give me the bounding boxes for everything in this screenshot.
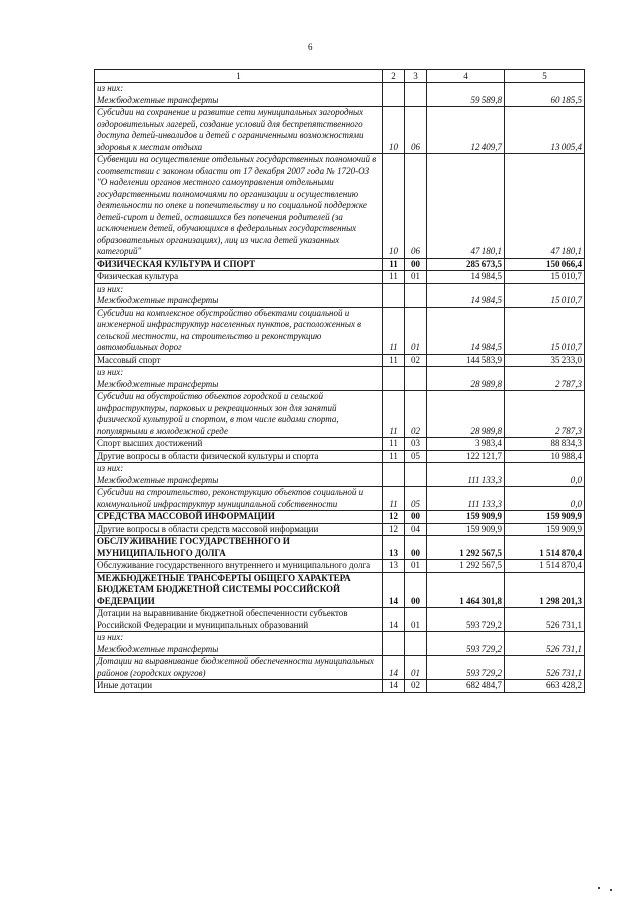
amount-year-1-text: 3 983,4 <box>475 438 502 448</box>
amount-year-1-text: 111 133,3 <box>467 474 502 485</box>
amount-year-2-text: 1 298 201,3 <box>539 595 582 606</box>
subsection-code-text: 05 <box>411 450 420 461</box>
table-row <box>95 307 585 354</box>
row-label <box>95 656 383 680</box>
row-label <box>95 523 383 536</box>
amount-year-2-text: 88 834,3 <box>550 438 582 448</box>
amount-year-1-text: 159 909,9 <box>466 523 502 534</box>
amount-year-1-text: 59 589,8 <box>470 94 502 105</box>
amount-year-2-text: 60 185,5 <box>550 94 582 105</box>
row-label <box>95 608 383 632</box>
table-row <box>95 536 585 560</box>
row-label-text: из них: Межбюджетные трансферты <box>97 83 219 105</box>
row-label-text: Физическая культура <box>97 271 179 281</box>
column-header: 5 <box>505 70 585 83</box>
section-code-text: 11 <box>389 271 398 281</box>
subsection-code <box>405 83 427 107</box>
amount-year-1 <box>427 523 505 536</box>
row-label-text: Дотации на выравнивание бюджетной обеспеченности муниципальных районов (городских округов) <box>97 656 374 678</box>
subsection-code <box>405 354 427 367</box>
table-row <box>95 83 585 107</box>
amount-year-1-text: 122 121,7 <box>466 450 502 461</box>
subsection-code <box>405 438 427 451</box>
amount-year-2-text: 13 005,4 <box>550 141 582 152</box>
subsection-code-text: 01 <box>411 667 420 678</box>
amount-year-2 <box>505 154 585 259</box>
amount-year-2 <box>505 680 585 693</box>
amount-year-1 <box>427 632 505 656</box>
amount-year-1-text: 14 984,5 <box>470 342 502 352</box>
row-label-text: Другие вопросы в области физической культуры и спорта <box>97 450 319 461</box>
row-label <box>95 107 383 154</box>
row-label <box>95 83 383 107</box>
amount-year-1-text: 14 984,5 <box>470 271 502 281</box>
section-code <box>383 354 405 367</box>
subsection-code <box>405 271 427 284</box>
amount-year-2-text: 150 066,4 <box>546 258 582 269</box>
row-label-text: Другие вопросы в области средств массовой информации <box>97 523 319 534</box>
row-label <box>95 391 383 438</box>
subsection-code-text: 01 <box>411 342 420 352</box>
subsection-code <box>405 367 427 391</box>
section-code <box>383 367 405 391</box>
table-row <box>95 367 585 391</box>
subsection-code-text: 00 <box>411 547 420 558</box>
subsection-code <box>405 258 427 271</box>
amount-year-1-text: 47 180,1 <box>470 246 502 256</box>
section-code <box>383 680 405 693</box>
amount-year-2-text: 159 909,9 <box>546 523 582 534</box>
subsection-code <box>405 307 427 354</box>
amount-year-1-text: 1 464 301,8 <box>459 595 502 606</box>
section-code-text: 14 <box>389 619 398 630</box>
amount-year-1-text: 593 729,2 <box>466 619 502 630</box>
section-code <box>383 463 405 487</box>
subsection-code <box>405 511 427 524</box>
amount-year-2-text: 10 988,4 <box>550 450 582 461</box>
amount-year-2-text: 1 514 870,4 <box>539 560 582 570</box>
row-label <box>95 438 383 451</box>
subsection-code <box>405 608 427 632</box>
table-row <box>95 632 585 656</box>
amount-year-2 <box>505 391 585 438</box>
subsection-code <box>405 487 427 511</box>
column-header: 3 <box>405 70 427 83</box>
row-label <box>95 154 383 259</box>
section-code <box>383 450 405 463</box>
table-header-row <box>95 70 585 83</box>
section-code <box>383 523 405 536</box>
subsection-code-text: 03 <box>411 438 420 448</box>
row-label-text: из них: Межбюджетные трансферты <box>97 463 219 485</box>
amount-year-1 <box>427 438 505 451</box>
amount-year-2 <box>505 511 585 524</box>
amount-year-1-text: 14 984,5 <box>470 295 502 305</box>
section-code-text: 13 <box>389 560 398 570</box>
table-row <box>95 656 585 680</box>
amount-year-2-text: 526 731,1 <box>546 643 582 654</box>
amount-year-2-text: 15 010,7 <box>550 295 582 305</box>
row-label <box>95 463 383 487</box>
subsection-code <box>405 391 427 438</box>
section-code <box>383 307 405 354</box>
row-label-text: Субсидии на комплексное обустройство объектами социальной и инженерной инфраструктур населенных пунктов, расположенных в сельской местности, на строительство и реконструкцию автомобильных дорог <box>97 307 362 352</box>
row-label-text: Дотации на выравнивание бюджетной обеспеченности субъектов Российской Федерации и муниципальных образований <box>97 608 348 630</box>
amount-year-1 <box>427 258 505 271</box>
subsection-code-text: 02 <box>411 354 420 365</box>
section-code <box>383 258 405 271</box>
section-code <box>383 154 405 259</box>
row-label-text: Субсидии на сохранение и развитие сети муниципальных загородных оздоровительных лагерей, создание условий для беспрепятственного доступа детей-инвалидов и детей с ограниченными возможностями здоровья к местам отдыха <box>97 107 364 152</box>
row-label-text: из них: Межбюджетные трансферты <box>97 632 219 654</box>
subsection-code <box>405 656 427 680</box>
page-number: 6 <box>308 42 313 52</box>
amount-year-2-text: 0,0 <box>570 498 582 509</box>
section-code-text: 11 <box>389 425 398 436</box>
row-label <box>95 680 383 693</box>
amount-year-1 <box>427 656 505 680</box>
row-label <box>95 283 383 307</box>
amount-year-2 <box>505 608 585 632</box>
table-row <box>95 572 585 608</box>
table-row <box>95 511 585 524</box>
amount-year-2-text: 526 731,1 <box>546 667 582 678</box>
amount-year-1-text: 28 989,8 <box>470 425 502 436</box>
subsection-code-text: 05 <box>411 498 420 509</box>
subsection-code-text: 04 <box>411 523 420 534</box>
amount-year-1-text: 111 133,3 <box>467 498 502 509</box>
amount-year-1 <box>427 391 505 438</box>
row-label-text: Массовый спорт <box>97 354 161 365</box>
row-label-text: МЕЖБЮДЖЕТНЫЕ ТРАНСФЕРТЫ ОБЩЕГО ХАРАКТЕРА БЮДЖЕТАМ БЮДЖЕТНОЙ СИСТЕМЫ РОССИЙСКОЙ ФЕДЕРАЦИИ <box>97 572 351 606</box>
table-row <box>95 560 585 573</box>
amount-year-1 <box>427 511 505 524</box>
amount-year-1-text: 159 909,9 <box>466 511 502 521</box>
amount-year-1 <box>427 354 505 367</box>
subsection-code <box>405 572 427 608</box>
section-code-text: 11 <box>389 342 398 352</box>
section-code-text: 10 <box>389 246 398 256</box>
section-code-text: 11 <box>389 258 398 269</box>
subsection-code-text: 02 <box>411 680 420 690</box>
section-code-text: 13 <box>389 547 398 558</box>
table-row <box>95 680 585 693</box>
subsection-code-text: 00 <box>411 511 420 521</box>
amount-year-2 <box>505 450 585 463</box>
section-code-text: 11 <box>389 438 398 448</box>
amount-year-2 <box>505 283 585 307</box>
table-row <box>95 107 585 154</box>
budget-table <box>94 69 585 693</box>
table-row <box>95 154 585 259</box>
amount-year-1 <box>427 450 505 463</box>
amount-year-2-text: 35 233,0 <box>550 354 582 365</box>
amount-year-2-text: 15 010,7 <box>550 342 582 352</box>
row-label-text: Спорт высших достижений <box>97 438 203 448</box>
table-row <box>95 391 585 438</box>
amount-year-1 <box>427 83 505 107</box>
section-code-text: 14 <box>389 667 398 678</box>
subsection-code-text: 00 <box>411 258 420 269</box>
amount-year-2 <box>505 83 585 107</box>
row-label-text: Субсидии на обустройство объектов городской и сельской инфраструктуры, парковых и рекреационных зон для занятий физической культурой и спортом, в том числе видами спорта, популярными в молодежной среде <box>97 391 339 436</box>
row-label <box>95 258 383 271</box>
section-code <box>383 511 405 524</box>
amount-year-2 <box>505 656 585 680</box>
table-body <box>95 83 585 693</box>
amount-year-2 <box>505 632 585 656</box>
section-code <box>383 536 405 560</box>
row-label <box>95 511 383 524</box>
amount-year-1 <box>427 307 505 354</box>
amount-year-1-text: 1 292 567,5 <box>459 547 502 558</box>
amount-year-1 <box>427 680 505 693</box>
section-code <box>383 83 405 107</box>
subsection-code <box>405 283 427 307</box>
amount-year-1 <box>427 487 505 511</box>
amount-year-1 <box>427 572 505 608</box>
amount-year-2-text: 2 787,3 <box>555 378 582 389</box>
row-label-text: Субсидии на строительство, реконструкцию объектов социальной и коммунальной инфраструктур муниципальной собственности <box>97 487 364 509</box>
row-label <box>95 367 383 391</box>
section-code-text: 11 <box>389 450 398 461</box>
table-row <box>95 523 585 536</box>
amount-year-2-text: 1 514 870,4 <box>539 547 582 558</box>
amount-year-2-text: 526 731,1 <box>546 619 582 630</box>
amount-year-2 <box>505 523 585 536</box>
table-row <box>95 463 585 487</box>
scan-mark <box>598 887 600 889</box>
table-row <box>95 487 585 511</box>
section-code-text: 14 <box>389 595 398 606</box>
row-label <box>95 271 383 284</box>
row-label <box>95 572 383 608</box>
row-label <box>95 307 383 354</box>
scan-mark <box>610 889 612 891</box>
section-code-text: 11 <box>389 498 398 509</box>
amount-year-2 <box>505 572 585 608</box>
row-label <box>95 536 383 560</box>
section-code <box>383 438 405 451</box>
amount-year-2 <box>505 463 585 487</box>
amount-year-1-text: 593 729,2 <box>466 667 502 678</box>
subsection-code <box>405 154 427 259</box>
subsection-code <box>405 680 427 693</box>
subsection-code <box>405 107 427 154</box>
section-code <box>383 107 405 154</box>
section-code-text: 14 <box>389 680 398 690</box>
amount-year-2 <box>505 307 585 354</box>
table-row <box>95 438 585 451</box>
row-label-text: Обслуживание государственного внутреннего и муниципального долга <box>97 560 371 570</box>
section-code <box>383 632 405 656</box>
amount-year-1 <box>427 560 505 573</box>
row-label-text: Иные дотации <box>97 680 153 690</box>
section-code <box>383 391 405 438</box>
subsection-code-text: 01 <box>411 619 420 630</box>
amount-year-1-text: 28 989,8 <box>470 378 502 389</box>
section-code-text: 11 <box>389 354 398 365</box>
section-code-text: 10 <box>389 141 398 152</box>
amount-year-2-text: 2 787,3 <box>555 425 582 436</box>
row-label-text: ФИЗИЧЕСКАЯ КУЛЬТУРА И СПОРТ <box>97 258 256 269</box>
section-code <box>383 572 405 608</box>
row-label <box>95 354 383 367</box>
amount-year-1 <box>427 608 505 632</box>
amount-year-2 <box>505 258 585 271</box>
amount-year-1-text: 285 673,5 <box>466 258 502 269</box>
row-label-text: ОБСЛУЖИВАНИЕ ГОСУДАРСТВЕННОГО И МУНИЦИПАЛЬНОГО ДОЛГА <box>97 536 290 558</box>
column-header: 2 <box>383 70 405 83</box>
amount-year-2 <box>505 438 585 451</box>
amount-year-1-text: 144 583,9 <box>466 354 502 365</box>
subsection-code-text: 01 <box>411 271 420 281</box>
amount-year-2-text: 15 010,7 <box>550 271 582 281</box>
column-header: 1 <box>95 70 383 83</box>
section-code-text: 12 <box>389 523 398 534</box>
amount-year-1-text: 682 484,7 <box>466 680 502 690</box>
amount-year-2-text: 0,0 <box>570 474 582 485</box>
subsection-code-text: 00 <box>411 595 420 606</box>
section-code <box>383 487 405 511</box>
row-label <box>95 560 383 573</box>
amount-year-2-text: 159 909,9 <box>546 511 582 521</box>
table-row <box>95 450 585 463</box>
amount-year-1-text: 1 292 567,5 <box>459 560 502 570</box>
subsection-code <box>405 560 427 573</box>
row-label-text: из них: Межбюджетные трансферты <box>97 283 219 305</box>
section-code <box>383 283 405 307</box>
subsection-code <box>405 536 427 560</box>
section-code-text: 12 <box>389 511 398 521</box>
section-code <box>383 608 405 632</box>
amount-year-2 <box>505 107 585 154</box>
subsection-code-text: 02 <box>411 425 420 436</box>
subsection-code <box>405 450 427 463</box>
row-label <box>95 632 383 656</box>
row-label-text: СРЕДСТВА МАССОВОЙ ИНФОРМАЦИИ <box>97 511 275 521</box>
amount-year-2 <box>505 367 585 391</box>
subsection-code-text: 01 <box>411 560 420 570</box>
amount-year-2-text: 663 428,2 <box>546 680 582 690</box>
amount-year-2 <box>505 536 585 560</box>
row-label <box>95 450 383 463</box>
amount-year-2 <box>505 560 585 573</box>
amount-year-2-text: 47 180,1 <box>550 246 582 256</box>
section-code <box>383 560 405 573</box>
column-header: 4 <box>427 70 505 83</box>
amount-year-1 <box>427 271 505 284</box>
table-row <box>95 608 585 632</box>
amount-year-2 <box>505 271 585 284</box>
table-row <box>95 354 585 367</box>
table-row <box>95 258 585 271</box>
subsection-code-text: 06 <box>411 141 420 152</box>
row-label-text: Субвенции на осуществление отдельных государственных полномочий в соответствии с законом области от 17 декабря 2007 года № 1720-ОЗ "О наделении органов местного самоуправления отдельными государственными полномочиями по организации и осуществлению деятельности по опеке и попечительству и по социальной поддержке детей-сирот и детей, оставшихся без попечения родителей (за исключением детей, обучающихся в федеральных государственных образовательных организациях), лиц из числа детей указанных категорий" <box>97 154 377 256</box>
amount-year-2 <box>505 487 585 511</box>
subsection-code-text: 06 <box>411 246 420 256</box>
amount-year-1-text: 12 409,7 <box>470 141 502 152</box>
table-row <box>95 283 585 307</box>
amount-year-1 <box>427 463 505 487</box>
amount-year-2 <box>505 354 585 367</box>
amount-year-1 <box>427 283 505 307</box>
subsection-code <box>405 523 427 536</box>
row-label <box>95 487 383 511</box>
amount-year-1 <box>427 154 505 259</box>
amount-year-1 <box>427 536 505 560</box>
amount-year-1-text: 593 729,2 <box>466 643 502 654</box>
subsection-code <box>405 463 427 487</box>
row-label-text: из них: Межбюджетные трансферты <box>97 367 219 389</box>
amount-year-1 <box>427 107 505 154</box>
amount-year-1 <box>427 367 505 391</box>
section-code <box>383 271 405 284</box>
table-row <box>95 271 585 284</box>
subsection-code <box>405 632 427 656</box>
section-code <box>383 656 405 680</box>
